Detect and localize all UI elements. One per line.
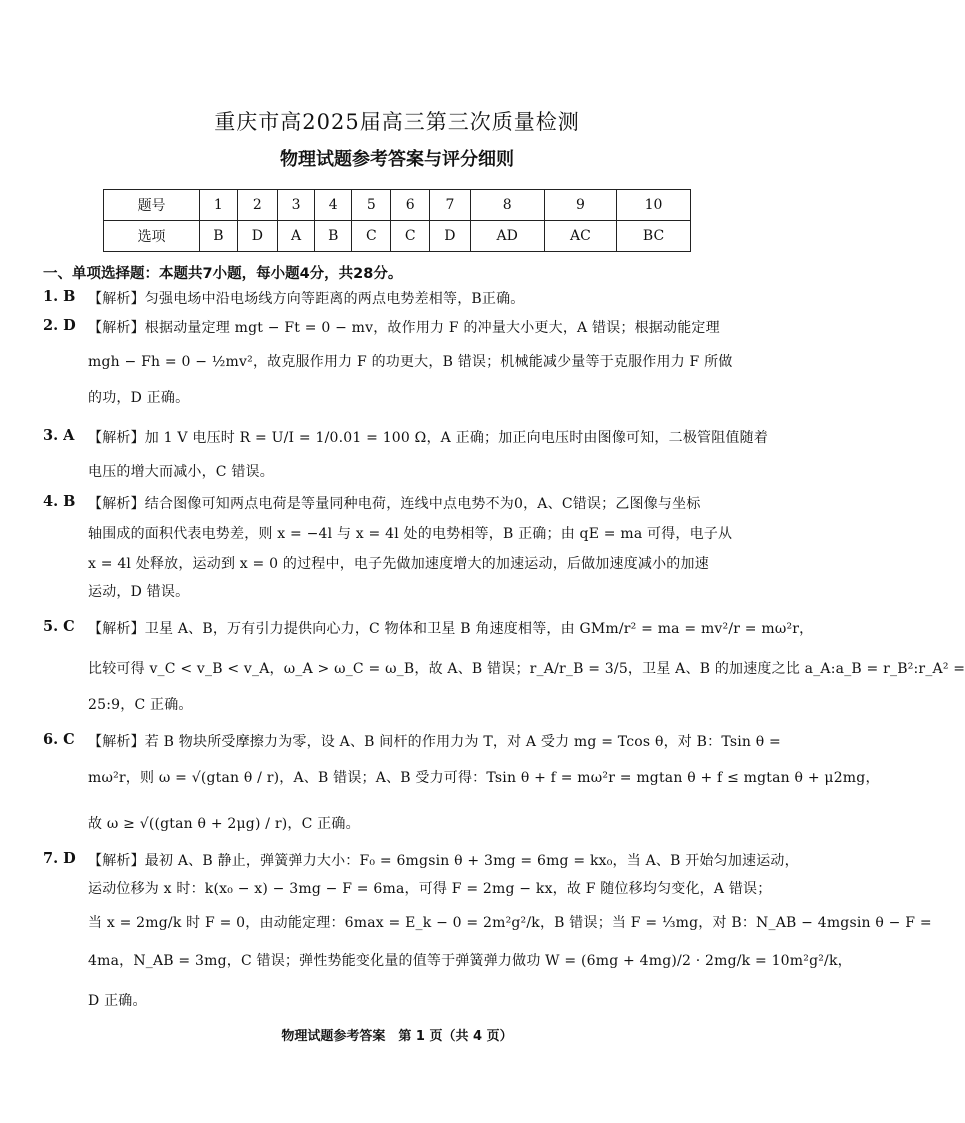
explanation-line: 4ma，N_AB = 3mg，C 错误；弹性势能变化量的值等于弹簧弹力做功 W = (6mg + 4mg)/2 · 2mg/k = 10m²g²/k， xyxy=(88,953,852,969)
question-label: 5. C xyxy=(43,618,75,635)
question-label: 7. D xyxy=(43,850,76,867)
explanation-line: 比较可得 v_C < v_B < v_A，ω_A > ω_C = ω_B，故 A、B 错误；r_A/r_B = 3/5，卫星 A、B 的加速度之比 a_A:a_B = r_B²:r_A² = xyxy=(88,661,965,677)
explanation-line: 【解析】若 B 物块所受摩擦力为零，设 A、B 间杆的作用力为 T，对 A 受力 mg = Tcos θ，对 B：Tsin θ = xyxy=(88,734,781,750)
explanation-line: 【解析】卫星 A、B，万有引力提供向心力，C 物体和卫星 B 角速度相等，由 GMm/r² = ma = mv²/r = mω²r， xyxy=(88,621,814,637)
explanation-line: 电压的增大而减小，C 错误。 xyxy=(88,464,274,480)
question-number-cell: 3 xyxy=(278,190,315,221)
answer-cell: C xyxy=(352,221,391,252)
answer-cell: D xyxy=(237,221,278,252)
explanation-line: 故 ω ≥ √((gtan θ + 2μg) / r)，C 正确。 xyxy=(88,816,360,832)
explanation-line: 轴围成的面积代表电势差，则 x = −4l 与 x = 4l 处的电势相等，B 正确；由 qE = ma 可得，电子从 xyxy=(88,526,733,542)
section-heading: 一、单项选择题：本题共7小题，每小题4分，共28分。 xyxy=(43,266,403,282)
question-number-cell: 10 xyxy=(617,190,691,221)
explanation-line: 【解析】最初 A、B 静止，弹簧弹力大小：F₀ = 6mgsin θ + 3mg = 6mg = kx₀，当 A、B 开始匀加速运动， xyxy=(88,853,799,869)
explanation-line: 的功，D 正确。 xyxy=(88,390,190,406)
answer-cell: C xyxy=(391,221,430,252)
row-label: 选项 xyxy=(104,221,200,252)
question-number-cell: 7 xyxy=(430,190,471,221)
answer-table xyxy=(103,189,691,252)
answer-cell: D xyxy=(430,221,471,252)
answer-cell: AD xyxy=(470,221,544,252)
explanation-line: D 正确。 xyxy=(88,993,147,1009)
explanation-line: x = 4l 处释放，运动到 x = 0 的过程中，电子先做加速度增大的加速运动，后做加速度减小的加速 xyxy=(88,556,709,572)
question-number-cell: 5 xyxy=(352,190,391,221)
explanation-line: 【解析】根据动量定理 mgt − Ft = 0 − mv，故作用力 F 的冲量大小更大，A 错误；根据动能定理 xyxy=(88,320,720,336)
answer-cell: A xyxy=(278,221,315,252)
answer-cell: B xyxy=(200,221,237,252)
question-label: 3. A xyxy=(43,427,75,444)
question-label: 2. D xyxy=(43,317,76,334)
question-number-row xyxy=(104,190,691,221)
question-number-cell: 6 xyxy=(391,190,430,221)
document-subtitle: 物理试题参考答案与评分细则 xyxy=(280,149,514,170)
answer-cell: BC xyxy=(617,221,691,252)
question-number-cell: 2 xyxy=(237,190,278,221)
explanation-line: 【解析】匀强电场中沿电场线方向等距离的两点电势差相等，B正确。 xyxy=(88,291,525,307)
explanation-line: mgh − Fh = 0 − ½mv²，故克服作用力 F 的功更大，B 错误；机械能减少量等于克服作用力 F 所做 xyxy=(88,354,733,370)
question-number-cell: 1 xyxy=(200,190,237,221)
question-number-cell: 9 xyxy=(544,190,616,221)
explanation-line: 【解析】结合图像可知两点电荷是等量同种电荷，连线中点电势不为0，A、C错误；乙图像与坐标 xyxy=(88,496,701,512)
answer-cell: AC xyxy=(544,221,616,252)
row-label: 题号 xyxy=(104,190,200,221)
answer-row xyxy=(104,221,691,252)
question-number-cell: 8 xyxy=(470,190,544,221)
answer-cell: B xyxy=(315,221,352,252)
explanation-line: 运动位移为 x 时：k(x₀ − x) − 3mg − F = 6ma，可得 F = 2mg − kx，故 F 随位移均匀变化，A 错误； xyxy=(88,881,772,897)
question-label: 4. B xyxy=(43,493,76,510)
explanation-line: 【解析】加 1 V 电压时 R = U/I = 1/0.01 = 100 Ω，A 正确；加正向电压时由图像可知，二极管阻值随着 xyxy=(88,430,769,446)
document-title: 重庆市高2025届高三第三次质量检测 xyxy=(214,110,580,134)
question-label: 1. B xyxy=(43,288,76,305)
page-footer: 物理试题参考答案 第 1 页（共 4 页） xyxy=(281,1029,513,1044)
explanation-line: 当 x = 2mg/k 时 F = 0，由动能定理：6max = E_k − 0 = 2m²g²/k，B 错误；当 F = ⅓mg，对 B：N_AB − 4mgsin θ − F = xyxy=(88,915,932,931)
question-number-cell: 4 xyxy=(315,190,352,221)
question-label: 6. C xyxy=(43,731,75,748)
explanation-line: mω²r，则 ω = √(gtan θ / r)，A、B 错误；A、B 受力可得：Tsin θ + f = mω²r = mgtan θ + f ≤ mgtan θ + μ2mg， xyxy=(88,770,880,786)
explanation-line: 25:9，C 正确。 xyxy=(88,697,193,713)
explanation-line: 运动，D 错误。 xyxy=(88,584,190,600)
